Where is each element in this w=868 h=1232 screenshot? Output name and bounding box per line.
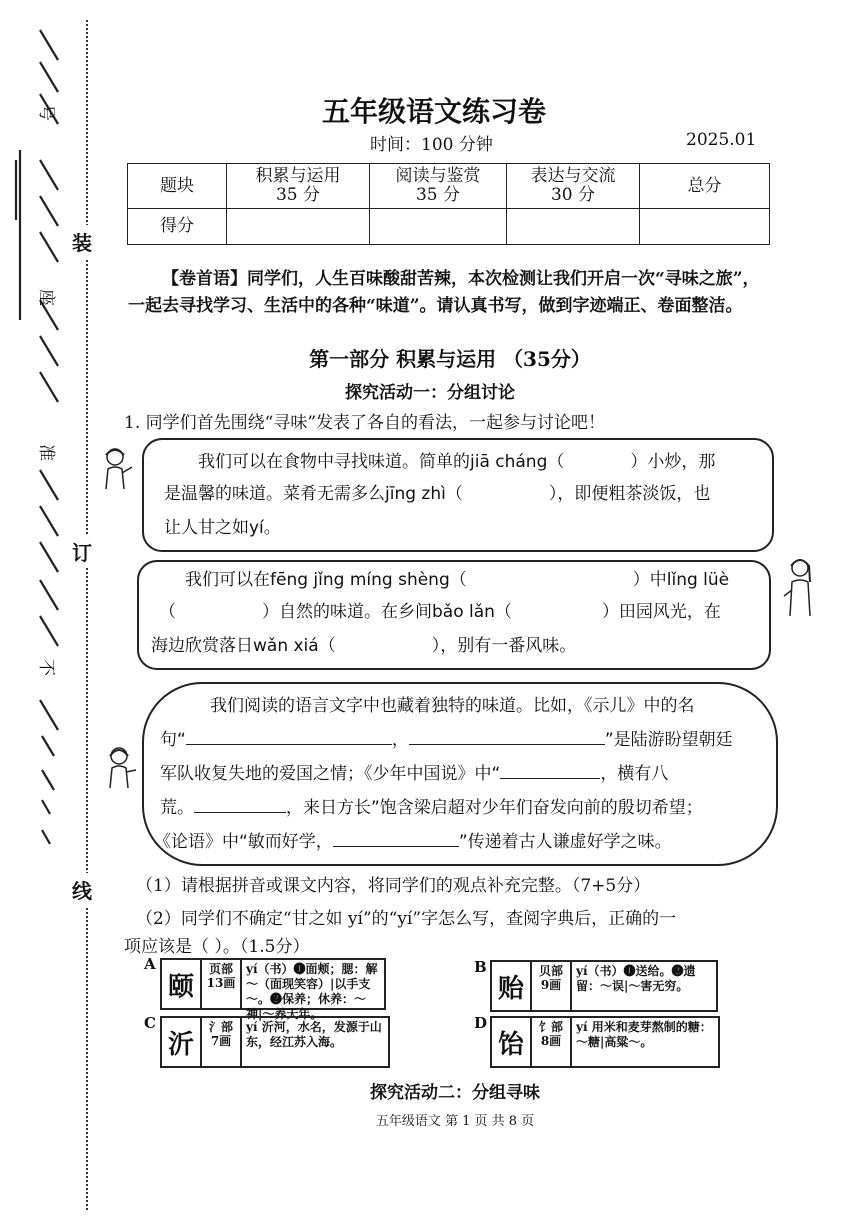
side-label-zuo: 座 — [36, 289, 56, 306]
exam-title: 五年级语文练习卷 — [321, 95, 546, 128]
score-header-expression: 表达与交流 30 分 — [507, 164, 640, 209]
score-row-label: 得分 — [128, 209, 227, 245]
student-figure-2-icon — [782, 556, 818, 618]
exam-date: 2025.01 — [686, 130, 757, 150]
speech-bubble-1 — [142, 438, 774, 552]
option-c-letter: C — [144, 1014, 156, 1032]
question-1-prompt: 1. 同学们首先围绕“寻味”发表了各自的看法，一起参与讨论吧！ — [124, 413, 606, 433]
option-b-letter: B — [474, 958, 487, 976]
blank-shaonian-1[interactable] — [500, 778, 600, 779]
student-figure-3-icon — [104, 744, 138, 790]
option-a-radical: 页部 13画 — [202, 960, 242, 1008]
option-a-char: 颐 — [162, 960, 202, 1008]
side-label-hao: 号 — [36, 104, 56, 121]
bubble2-line2: （ ）自然的味道。在乡间bǎo lǎn（ ）田园风光，在 — [159, 602, 721, 622]
activity2-title: 探究活动二：分组寻味 — [370, 1083, 540, 1103]
option-d[interactable] — [490, 1016, 720, 1068]
binding-dotted-line — [86, 20, 88, 1210]
option-b-radical: 贝部 9画 — [532, 962, 572, 1010]
bubble1-line3: 让人甘之如yí。 — [164, 518, 281, 538]
subquestion-1: （1）请根据拼音或课文内容，将同学们的观点补充完整。（7+5分） — [136, 876, 651, 896]
bubble3-line1: 我们阅读的语言文字中也藏着独特的味道。比如，《示儿》中的名 — [210, 696, 695, 716]
side-label-bu: 不 — [36, 659, 56, 676]
activity1-title: 探究活动一：分组讨论 — [345, 383, 515, 403]
binding-char-xian: 线 — [72, 873, 92, 906]
blank-lunyu[interactable] — [333, 846, 459, 847]
binding-margin-hatching — [0, 0, 80, 1228]
bubble1-line2: 是温馨的味道。菜肴无需多么jīng zhì（ ），即便粗茶淡饭，也 — [164, 484, 711, 504]
option-c-char: 沂 — [162, 1018, 202, 1066]
student-figure-1-icon — [100, 445, 134, 491]
option-c[interactable] — [160, 1016, 390, 1068]
speech-bubble-3 — [142, 682, 778, 866]
bubble3-line3: 军队收复失地的爱国之情；《少年中国说》中“ ，横有八 — [160, 764, 669, 784]
option-a-definition: yí（书）❶面颊；腮：解～（面现笑容）|以手支～。❷保养；休养：～神|～养天年。 — [246, 962, 378, 1021]
option-a[interactable] — [160, 958, 386, 1021]
score-cell-2[interactable] — [370, 209, 507, 245]
subquestion-2-line2: 项应该是（ ）。（1.5分） — [124, 937, 310, 957]
binding-char-ding: 订 — [72, 535, 92, 568]
option-b[interactable] — [490, 960, 718, 1012]
bubble2-line3: 海边欣赏落日wǎn xiá（ ），别有一番风味。 — [151, 636, 577, 656]
option-b-definition: yí（书）❶送给。❷遗留：～误|～害无穷。 — [576, 964, 696, 993]
score-header-reading: 阅读与鉴赏 35 分 — [370, 164, 507, 209]
side-label-zhun: 准 — [36, 444, 56, 461]
option-b-char: 贻 — [492, 962, 532, 1010]
blank-shier-1[interactable] — [186, 744, 392, 745]
bubble3-line4: 荒。 ，来日方长”饱含梁启超对少年们奋发向前的殷切希望； — [160, 798, 703, 818]
score-cell-1[interactable] — [227, 209, 370, 245]
preface-text: 【卷首语】同学们，人生百味酸甜苦辣，本次检测让我们开启一次“寻味之旅”，一起去寻找学习、生活中的各种“味道”。请认真书写，做到字迹端正、卷面整洁。 — [128, 269, 760, 316]
score-table — [127, 163, 770, 245]
bubble3-line5: 《论语》中“敏而好学， ”传递着古人谦虚好学之味。 — [154, 832, 672, 852]
page-footer: 五年级语文 第 1 页 共 8 页 — [375, 1114, 535, 1129]
bubble3-line2: 句“ ， ”是陆游盼望朝廷 — [160, 730, 733, 750]
part1-title: 第一部分 积累与运用 （35分） — [309, 347, 591, 371]
option-c-definition: yí 沂河，水名，发源于山东，经江苏入海。 — [246, 1020, 382, 1049]
blank-shaonian-2[interactable] — [194, 812, 286, 813]
option-d-char: 饴 — [492, 1018, 532, 1066]
option-c-radical: 氵部 7画 — [202, 1018, 242, 1066]
speech-bubble-2 — [137, 560, 771, 670]
option-d-letter: D — [474, 1014, 488, 1032]
score-header-total: 总分 — [640, 164, 770, 209]
score-cell-3[interactable] — [507, 209, 640, 245]
binding-char-zhuang: 装 — [72, 225, 92, 258]
option-d-definition: yí 用米和麦芽熬制的糖：～糖|高粱～。 — [576, 1020, 712, 1049]
blank-shier-2[interactable] — [409, 744, 605, 745]
score-header-section: 题块 — [128, 164, 227, 209]
score-header-accumulation: 积累与运用 35 分 — [227, 164, 370, 209]
score-cell-total[interactable] — [640, 209, 770, 245]
option-a-letter: A — [144, 955, 156, 973]
subquestion-2-line1: （2）同学们不确定“甘之如 yí”的“yí”字怎么写，查阅字典后，正确的一 — [136, 909, 677, 929]
bubble2-line1: 我们可以在fēng jǐng míng shèng（ ）中lǐng lüè — [185, 570, 730, 590]
exam-time: 时间：100 分钟 — [370, 135, 493, 155]
answer-jiachang[interactable] — [225, 454, 226, 455]
bubble1-line1: 我们可以在食物中寻找味道。简单的jiā cháng（ ）小炒，那 — [198, 452, 716, 472]
option-d-radical: 饣部 8画 — [532, 1018, 572, 1066]
